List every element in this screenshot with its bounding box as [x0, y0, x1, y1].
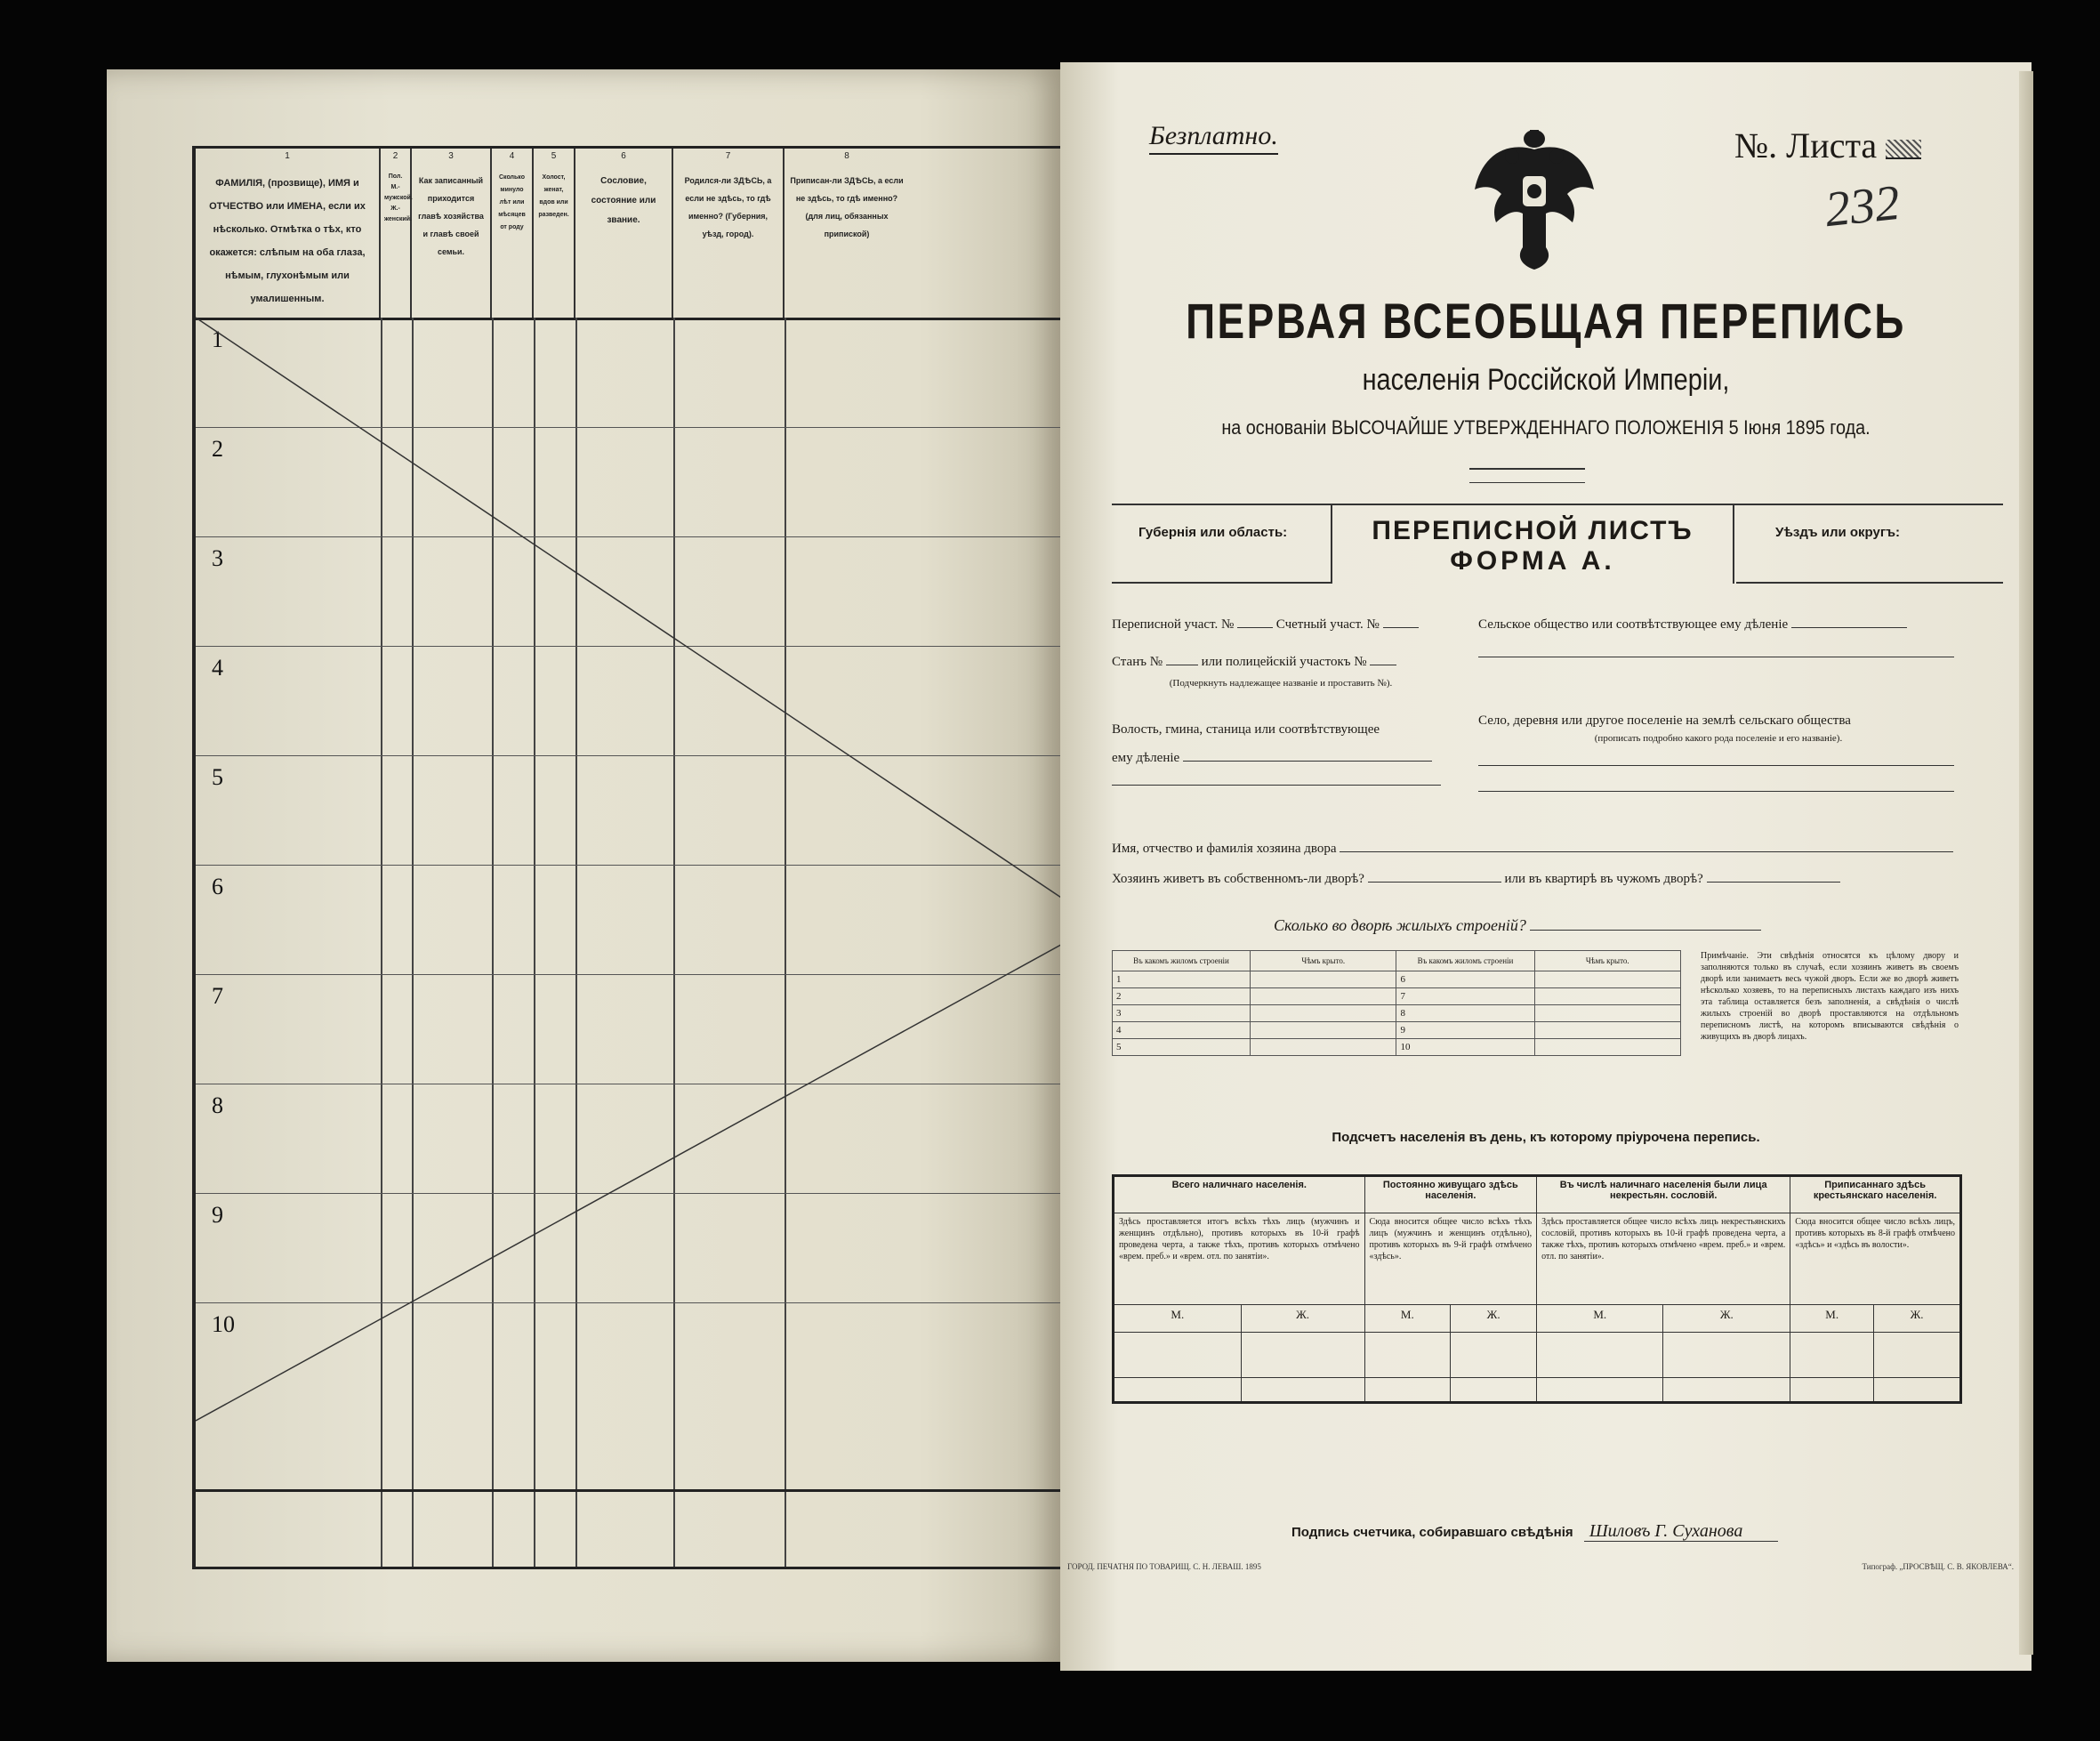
row-number-5: 5 — [212, 764, 223, 790]
district-field: Уѣздъ или округъ: — [1736, 505, 2003, 584]
row-number-3: 3 — [212, 545, 223, 571]
free-label: Безплатно. — [1149, 121, 1278, 155]
tally-cell — [1451, 1333, 1537, 1378]
female-header: Ж. — [1241, 1305, 1364, 1333]
column-number: 6 — [621, 151, 626, 161]
roof-cell — [1251, 1005, 1396, 1022]
tally-description: Здѣсь проставляется общее число всѣхъ лицъ некрестьянскихъ сословій, противъ которыхъ въ 10-й графѣ проведена черта, а также тѣхъ, противъ которыхъ отмѣчено «врем. преб.» и «врем. отл. по занятіи». — [1537, 1213, 1790, 1305]
buildings-note: Примѣчаніе. Эти свѣдѣнія относятся къ цѣлому двору и заполняются только въ случаѣ, если хозяинъ живетъ въ своемъ дворѣ или занимаетъ весь чужой дворъ. Если же во дворѣ живетъ нѣсколько хозяевъ, то на переписныхъ листахъ каждаго изъ нихъ эта таблица оставляется безъ заполненія, а свѣдѣнія о числѣ жилыхъ строеній во дворѣ проставляются на отдѣльномъ переписномъ листѣ, на которомъ вписываются свѣдѣнія о живущихъ въ дворѣ лицахъ. — [1701, 951, 1959, 1042]
village-line-1 — [1478, 765, 1954, 766]
column-number: 4 — [509, 151, 515, 161]
counting-section-label: Счетный участ. № — [1275, 617, 1380, 632]
roof-col-header: Чѣмъ крыто. — [1534, 951, 1680, 971]
ornament-divider — [1469, 468, 1585, 483]
tally-cell — [1874, 1333, 1961, 1378]
column-text: Холост, женат, вдов или разведен. — [538, 174, 569, 218]
form-type — [1332, 505, 1734, 584]
row-number-10: 10 — [212, 1311, 235, 1337]
column-number: 8 — [844, 151, 849, 161]
camp-label: Станъ № — [1112, 655, 1163, 669]
census-section-field — [1112, 616, 1450, 633]
column-number: 5 — [551, 151, 557, 161]
row-number-9: 9 — [212, 1202, 223, 1228]
tally-cell — [1663, 1333, 1790, 1378]
roof-cell — [1251, 971, 1396, 988]
tally-cell — [1537, 1378, 1663, 1403]
cancel-cross-lines — [196, 149, 1085, 1572]
page-subtitle: населенія Россійской Имперіи, — [1362, 363, 1730, 397]
tally-table — [1112, 1174, 1962, 1404]
tally-cell — [1114, 1333, 1242, 1378]
tally-cell — [1451, 1378, 1537, 1403]
owner-lives-field — [1112, 870, 2001, 888]
village-label: Село, деревня или другое поселеніе на землѣ сельскаго общества — [1478, 713, 1851, 728]
column-text: Сословие, состояние или звание. — [591, 176, 656, 225]
tally-cell — [1364, 1378, 1451, 1403]
tally-cell — [1241, 1378, 1364, 1403]
column-text: Приписан-ли ЗДѢСЬ, а если не здѣсь, то гдѣ именно? (для лиц, обязанных припиской) — [790, 176, 904, 238]
building-row-number: 1 — [1113, 971, 1251, 988]
male-header: М. — [1537, 1305, 1663, 1333]
tally-description: Сюда вносится общее число всѣхъ тѣхъ лицъ (мужчинъ и женщинъ отдѣльно), противъ которыхъ въ 9-й графѣ отмѣчено «здѣсь». — [1364, 1213, 1537, 1305]
tally-description: Сюда вносится общее число всѣхъ лицъ, противъ которыхъ въ 8-й графѣ отмѣчено «здѣсь» и «здѣсь въ волости». — [1790, 1213, 1961, 1305]
row-number-1: 1 — [212, 326, 223, 352]
tally-description: Здѣсь проставляется итогъ всѣхъ тѣхъ лицъ (мужчинъ и женщинъ отдѣльно), противъ которыхъ въ 10-й графѣ проведена черта, а также тѣхъ, противъ которыхъ отмѣчено «врем. преб.» и «врем. отл. по занятіи». — [1114, 1213, 1365, 1305]
roof-cell — [1534, 1005, 1680, 1022]
rural-society-value — [1791, 627, 1907, 628]
rural-society-field — [1478, 616, 1959, 663]
row-number-4: 4 — [212, 655, 223, 681]
building-row-number: 6 — [1396, 971, 1534, 988]
column-text: Пол. М.-мужской. Ж.-женский. — [384, 173, 413, 222]
column-text: Родился-ли ЗДѢСЬ, а если не здѣсь, то гдѣ именно? (Губерния, уѣзд, город). — [684, 176, 772, 238]
enumerator-signature — [1291, 1521, 1778, 1542]
right-page — [1060, 62, 2032, 1671]
sheet-number-field — [1886, 140, 1921, 159]
building-row-number: 3 — [1113, 1005, 1251, 1022]
column-text: Как записанный приходится главѣ хозяйства и главѣ своей семьи. — [418, 176, 484, 256]
male-header: М. — [1114, 1305, 1242, 1333]
camp-field — [1112, 653, 1450, 692]
building-row-number: 2 — [1113, 988, 1251, 1005]
page-title: ПЕРВАЯ ВСЕОБЩАЯ ПЕРЕПИСЬ — [1186, 293, 1906, 349]
column-number: 7 — [725, 151, 731, 161]
buildings-col-header: Въ какомъ жиломъ строеніи — [1396, 951, 1534, 971]
row-number-2: 2 — [212, 436, 223, 462]
camp-note: (Подчеркнуть надлежащее названіе и проставить №). — [1169, 678, 1393, 689]
roof-col-header: Чѣмъ крыто. — [1251, 951, 1396, 971]
left-page — [107, 69, 1063, 1662]
census-table — [192, 146, 1082, 1569]
female-header: Ж. — [1451, 1305, 1537, 1333]
apartment-label: или въ квартирѣ въ чужомъ дворѣ? — [1504, 872, 1703, 886]
village-field — [1478, 712, 1959, 797]
tally-cell — [1874, 1378, 1961, 1403]
village-line-2 — [1478, 791, 1954, 792]
row-number-7: 7 — [212, 983, 223, 1009]
volost-label: Волость, гмина, станица или соотвѣтствующее — [1112, 722, 1380, 737]
row-number-6: 6 — [212, 874, 223, 899]
counting-section-value — [1383, 627, 1419, 628]
form-title: ПЕРЕПИСНОЙ ЛИСТЪ — [1372, 516, 1694, 545]
handwritten-sheet-number: 232 — [1822, 174, 1903, 238]
signature-handwriting: Шиловъ Г. Суханова — [1584, 1521, 1779, 1542]
owner-lives-label: Хозяинъ живетъ въ собственномъ-ли дворѣ? — [1112, 872, 1364, 886]
roof-cell — [1251, 1039, 1396, 1056]
buildings-question — [1274, 916, 1761, 935]
tally-cell — [1241, 1333, 1364, 1378]
volost-value — [1183, 761, 1432, 762]
roof-cell — [1534, 1039, 1680, 1056]
female-header: Ж. — [1663, 1305, 1790, 1333]
roof-cell — [1534, 971, 1680, 988]
form-header-box — [1112, 504, 2003, 585]
roof-cell — [1251, 1022, 1396, 1039]
basis-line: на основаніи ВЫСОЧАЙШЕ УТВЕРЖДЕННАГО ПОЛОЖЕНІЯ 5 Іюня 1895 года. — [1221, 416, 1871, 439]
roof-cell — [1251, 988, 1396, 1005]
page-stack-edge — [2019, 71, 2033, 1655]
signature-label: Подпись счетчика, собиравшаго свѣдѣнія — [1291, 1525, 1573, 1540]
building-row-number: 4 — [1113, 1022, 1251, 1039]
row-number-8: 8 — [212, 1092, 223, 1118]
column-text: ФАМИЛІЯ, (прозвище), ИМЯ и ОТЧЕСТВО или ИМЕНА, если их нѣсколько. Отмѣтка о тѣх, кто окажется: слѣпым на оба глаза, нѣмым, глухонѣмым или умалишенным. — [209, 178, 366, 304]
police-section-label: или полицейскій участокъ № — [1201, 655, 1367, 669]
tally-title: Подсчетъ населенія въ день, къ которому пріурочена перепись. — [1332, 1130, 1760, 1145]
tally-header: Приписаннаго здѣсь крестьянскаго населенія. — [1790, 1176, 1961, 1213]
building-row-number: 5 — [1113, 1039, 1251, 1056]
buildings-table — [1112, 950, 1681, 1056]
column-text: Сколько минуло лѣт или мѣсяцев от роду — [498, 174, 526, 230]
column-number: 2 — [392, 151, 398, 161]
imprint-left: ГОРОД. ПЕЧАТНЯ ПО ТОВАРИЩ. С. Н. ЛЕВАШ. 1895 — [1067, 1562, 1261, 1571]
tally-header: Въ числѣ наличнаго населенія были лица некрестьян. сословій. — [1537, 1176, 1790, 1213]
buildings-col-header: Въ какомъ жиломъ строеніи — [1113, 951, 1251, 971]
owner-field — [1112, 840, 2001, 858]
census-section-value — [1237, 627, 1273, 628]
tally-cell — [1364, 1333, 1451, 1378]
province-field: Губернія или область: — [1112, 505, 1332, 584]
column-number: 1 — [285, 151, 290, 161]
tally-header: Постоянно живущаго здѣсь населенія. — [1364, 1176, 1537, 1213]
female-header: Ж. — [1874, 1305, 1961, 1333]
building-row-number: 7 — [1396, 988, 1534, 1005]
male-header: М. — [1790, 1305, 1874, 1333]
tally-cell — [1663, 1378, 1790, 1403]
tally-cell — [1790, 1333, 1874, 1378]
rural-society-label: Сельское общество или соотвѣтствующее ему дѣленіе — [1478, 617, 1789, 632]
column-number: 3 — [448, 151, 454, 161]
census-section-label: Переписной участ. № — [1112, 617, 1235, 632]
building-row-number: 10 — [1396, 1039, 1534, 1056]
building-row-number: 8 — [1396, 1005, 1534, 1022]
owner-label: Имя, отчество и фамилія хозяина двора — [1112, 842, 1337, 856]
roof-cell — [1534, 988, 1680, 1005]
male-header: М. — [1364, 1305, 1451, 1333]
buildings-question-label: Сколько во дворѣ жилыхъ строеній? — [1274, 916, 1526, 934]
volost-field — [1112, 721, 1450, 791]
roof-cell — [1534, 1022, 1680, 1039]
volost-extra-line — [1112, 785, 1441, 786]
sheet-number-label: №. Листа — [1734, 125, 1878, 165]
sheet-number — [1734, 125, 1921, 166]
apartment-value — [1707, 882, 1840, 883]
village-note: (прописать подробно какого рода поселеніе и его названіе). — [1594, 733, 1843, 744]
building-row-number: 9 — [1396, 1022, 1534, 1039]
owner-value — [1340, 851, 1953, 852]
imprint-right: Типограф. „ПРОСВѢЩ. С. В. ЯКОВЛЕВА“. — [1862, 1562, 2014, 1571]
owner-lives-value — [1368, 882, 1501, 883]
tally-cell — [1114, 1378, 1242, 1403]
volost-label-2: ему дѣленіе — [1112, 751, 1180, 765]
tally-cell — [1537, 1333, 1663, 1378]
double-headed-eagle-icon — [1468, 123, 1601, 274]
buildings-question-value — [1530, 930, 1761, 931]
form-letter: ФОРМА А. — [1450, 546, 1615, 576]
tally-cell — [1790, 1378, 1874, 1403]
tally-header: Всего наличнаго населенія. — [1114, 1176, 1365, 1213]
